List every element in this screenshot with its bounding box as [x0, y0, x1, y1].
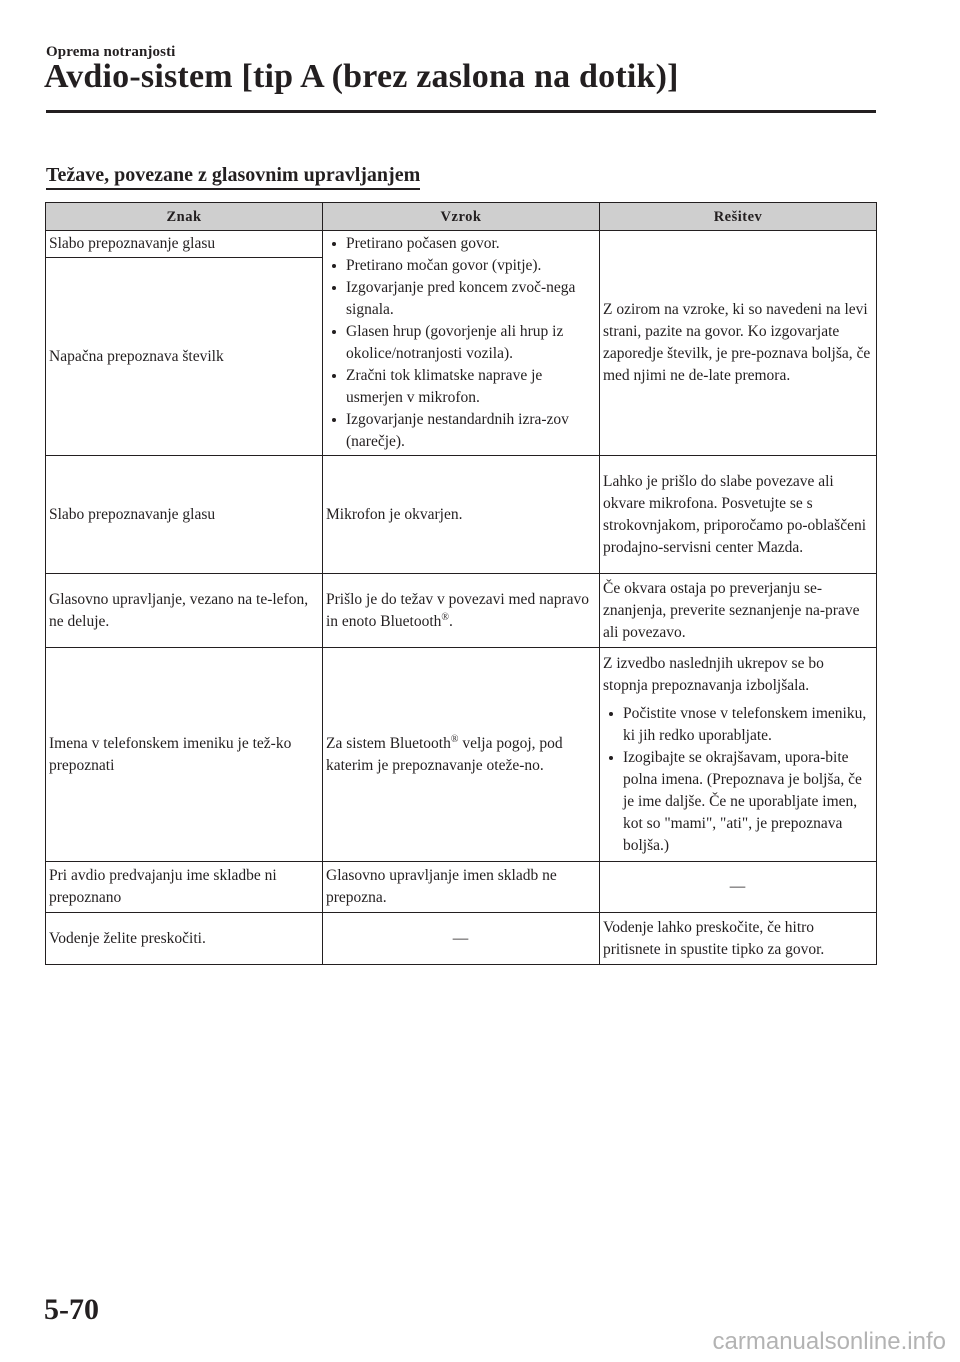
- solution-cell: Če okvara ostaja po preverjanju se-znanjenja, preverite seznanjenje na-prave ali povezavo.: [600, 574, 877, 648]
- bullet-icon: [332, 264, 336, 268]
- solution-list: [603, 703, 872, 857]
- column-header-solution: Rešitev: [600, 203, 877, 231]
- symptom-cell: Napačna prepoznava številk: [46, 258, 323, 456]
- cause-cell: Za sistem Bluetooth® velja pogoj, pod katerim je prepoznavanje oteže-no.: [323, 648, 600, 862]
- column-header-symptom: Znak: [46, 203, 323, 231]
- solution-intro: Z izvedbo naslednjih ukrepov se bo stopnja prepoznavanja izboljšala.: [603, 654, 824, 694]
- list-item: Izgovarjanje nestandardnih izra-zov (narečje).: [326, 409, 595, 453]
- bullet-icon: [332, 418, 336, 422]
- symptom-cell: Slabo prepoznavanje glasu: [46, 456, 323, 574]
- watermark: carmanualsonline.info: [712, 1328, 946, 1355]
- cause-cell: Prišlo je do težav v povezavi med napravo in enoto Bluetooth®.: [323, 574, 600, 648]
- list-item: Počistite vnose v telefonskem imeniku, ki jih redko uporabljate.: [603, 703, 872, 747]
- cause-list: [326, 233, 595, 453]
- page-title: Avdio-sistem [tip A (brez zaslona na dotik)]: [44, 58, 679, 95]
- bullet-icon: [332, 286, 336, 290]
- bullet-icon: [332, 374, 336, 378]
- section-label: Oprema notranjosti: [46, 44, 176, 60]
- symptom-cell: Slabo prepoznavanje glasu: [46, 231, 323, 258]
- column-header-cause: Vzrok: [323, 203, 600, 231]
- bullet-icon: [609, 712, 613, 716]
- table-row: [46, 862, 877, 913]
- table-header-row: [46, 203, 877, 231]
- list-item: Pretirano počasen govor.: [326, 233, 595, 255]
- solution-cell: Z ozirom na vzroke, ki so navedeni na levi strani, pazite na govor. Ko izgovarjate zaporedje številk, je pre-poznava boljša, če med njimi ne de-late premora.: [600, 231, 877, 456]
- solution-cell: Lahko je prišlo do slabe povezave ali okvare mikrofona. Posvetujte se s strokovnjakom, priporočamo po-oblaščeni prodajno-servisni center Mazda.: [600, 456, 877, 574]
- symptom-cell: Vodenje želite preskočiti.: [46, 913, 323, 965]
- table-row: [46, 574, 877, 648]
- troubleshooting-table: [45, 202, 877, 965]
- bullet-icon: [332, 242, 336, 246]
- list-item: Zračni tok klimatske naprave je usmerjen v mikrofon.: [326, 365, 595, 409]
- list-item: Pretirano močan govor (vpitje).: [326, 255, 595, 277]
- section-heading: Težave, povezane z glasovnim upravljanjem: [46, 163, 420, 190]
- table-row: [46, 456, 877, 574]
- table-row: [46, 913, 877, 965]
- list-item: Glasen hrup (govorjenje ali hrup iz okolice/notranjosti vozila).: [326, 321, 595, 365]
- symptom-cell: Pri avdio predvajanju ime skladbe ni prepoznano: [46, 862, 323, 913]
- cause-cell: Mikrofon je okvarjen.: [323, 456, 600, 574]
- symptom-cell: Imena v telefonskem imeniku je tež-ko prepoznati: [46, 648, 323, 862]
- title-divider: [46, 110, 876, 113]
- cause-cell: [323, 231, 600, 456]
- table-row: [46, 648, 877, 862]
- bullet-icon: [609, 756, 613, 760]
- list-item: Izogibajte se okrajšavam, upora-bite polna imena. (Prepoznava je boljša, če je ime daljše. Če ne uporabljate imen, kot so "mami", "ati", je prepoznava boljša.): [603, 747, 872, 857]
- list-item: Izgovarjanje pred koncem zvoč-nega signala.: [326, 277, 595, 321]
- solution-cell: [600, 648, 877, 862]
- symptom-cell: Glasovno upravljanje, vezano na te-lefon, ne deluje.: [46, 574, 323, 648]
- solution-cell: —: [600, 862, 877, 913]
- page-number: 5-70: [44, 1293, 99, 1326]
- cause-cell: Glasovno upravljanje imen skladb ne prepozna.: [323, 862, 600, 913]
- cause-cell: —: [323, 913, 600, 965]
- table-row: [46, 231, 877, 258]
- bullet-icon: [332, 330, 336, 334]
- solution-cell: Vodenje lahko preskočite, če hitro pritisnete in spustite tipko za govor.: [600, 913, 877, 965]
